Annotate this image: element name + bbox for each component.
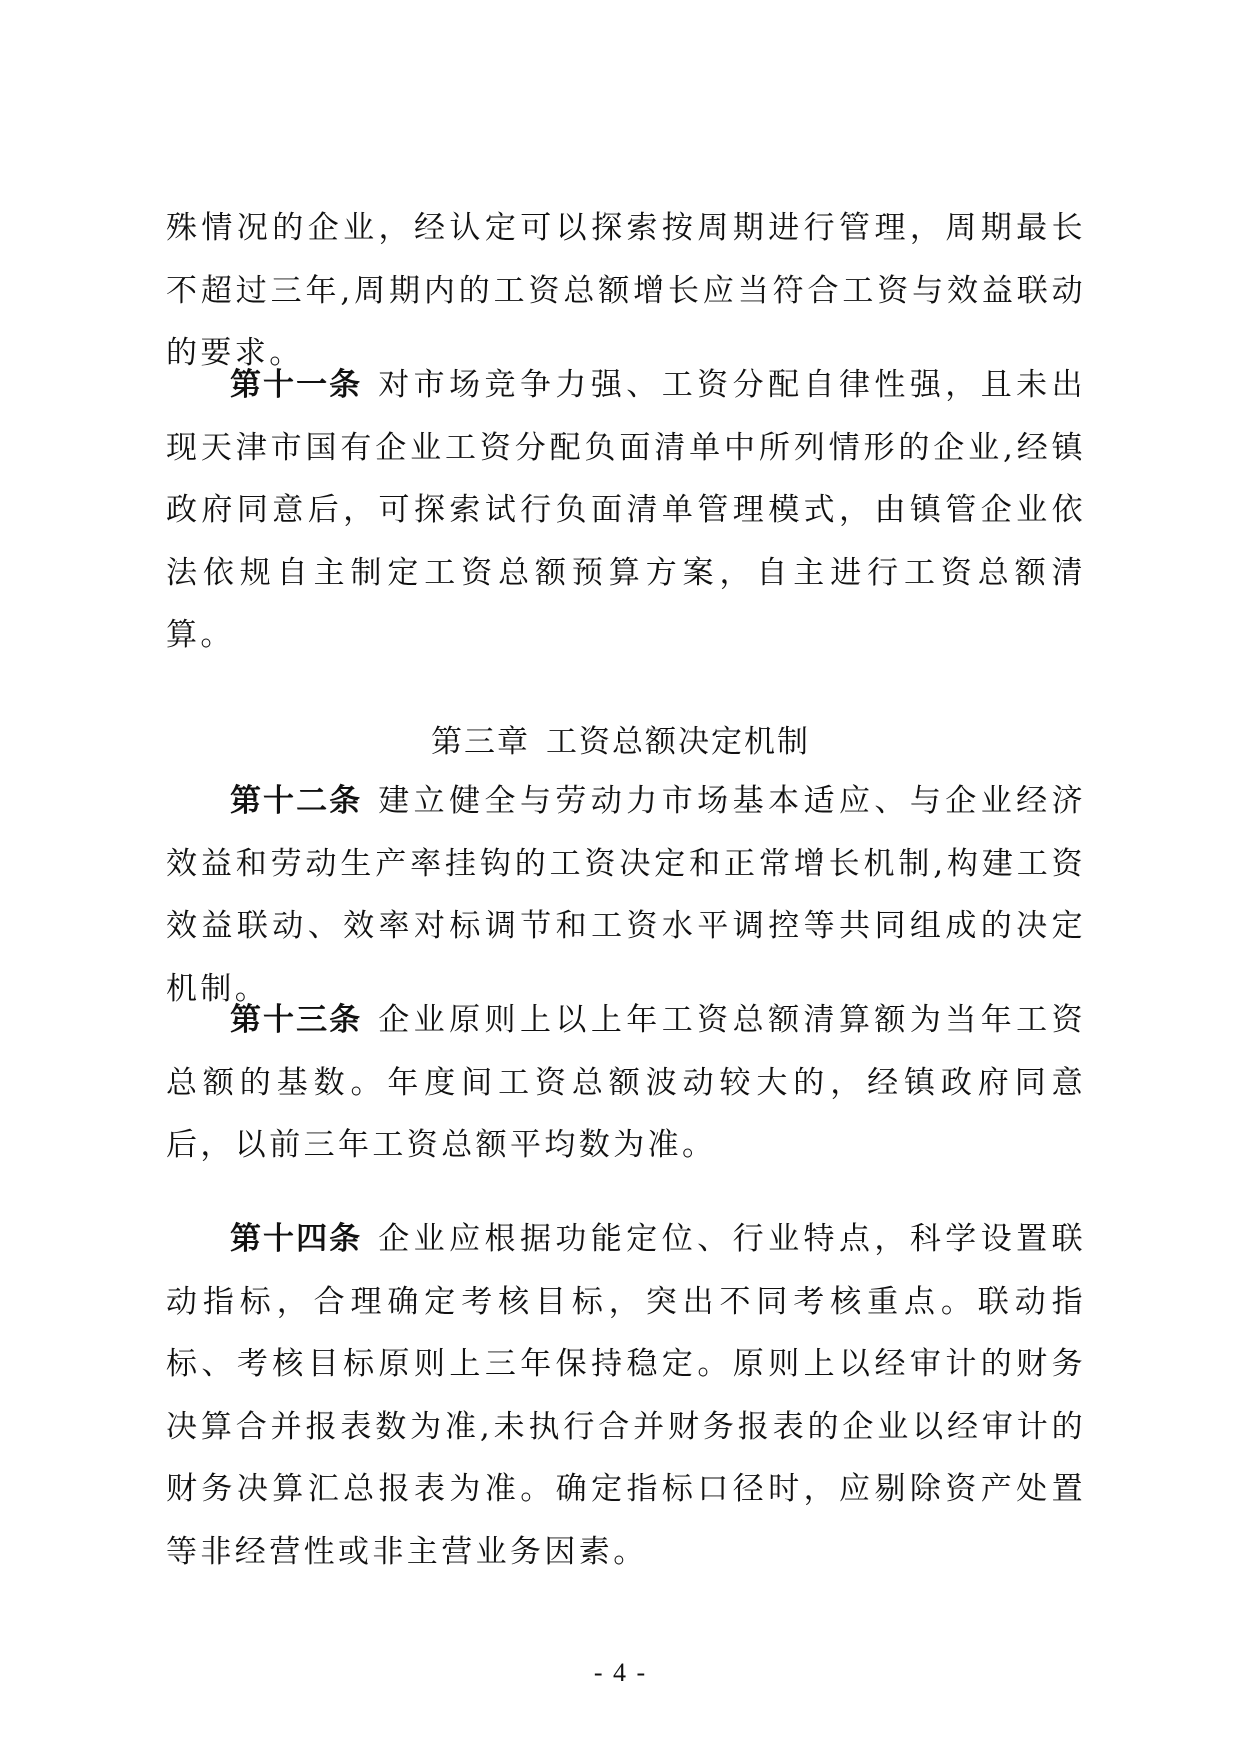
page-number: - 4 - — [593, 1658, 648, 1687]
article-11-paragraph — [166, 354, 1086, 667]
article-13-label: 第十三条 — [230, 1002, 363, 1038]
chapter-heading — [0, 711, 1241, 773]
article-12-text: 建立健全与劳动力市场基本适应、与企业经济效益和劳动生产率挂钩的工资决定和正常增长机制,构建工资效益联动、效率对标调节和工资水平调控等共同组成的决定机制。 — [166, 783, 1087, 1007]
article-12-label: 第十二条 — [230, 783, 363, 819]
article-12-paragraph — [166, 770, 1086, 1020]
article-11-label: 第十一条 — [230, 367, 363, 403]
article-14-text: 企业应根据功能定位、行业特点，科学设置联动指标，合理确定考核目标，突出不同考核重点。联动指标、考核目标原则上三年保持稳定。原则上以经审计的财务决算合并报表数为准,未执行合并财务报表的企业以经审计的财务决算汇总报表为准。确定指标口径时，应剔除资产处置等非经营性或非主营业务因素。 — [166, 1221, 1087, 1570]
article-13-paragraph — [166, 989, 1086, 1177]
chapter-number: 第三章 — [431, 724, 530, 760]
chapter-title: 工资总额决定机制 — [546, 724, 810, 760]
article-14-paragraph — [166, 1208, 1086, 1583]
article-14-label: 第十四条 — [230, 1221, 363, 1257]
article-11-text: 对市场竞争力强、工资分配自律性强，且未出现天津市国有企业工资分配负面清单中所列情形的企业,经镇政府同意后，可探索试行负面清单管理模式，由镇管企业依法依规自主制定工资总额预算方案，自主进行工资总额清算。 — [166, 367, 1087, 653]
continuation-text: 殊情况的企业，经认定可以探索按周期进行管理，周期最长不超过三年,周期内的工资总额增长应当符合工资与效益联动的要求。 — [166, 210, 1086, 371]
article-13-text: 企业原则上以上年工资总额清算额为当年工资总额的基数。年度间工资总额波动较大的，经镇政府同意后，以前三年工资总额平均数为准。 — [166, 1002, 1087, 1163]
